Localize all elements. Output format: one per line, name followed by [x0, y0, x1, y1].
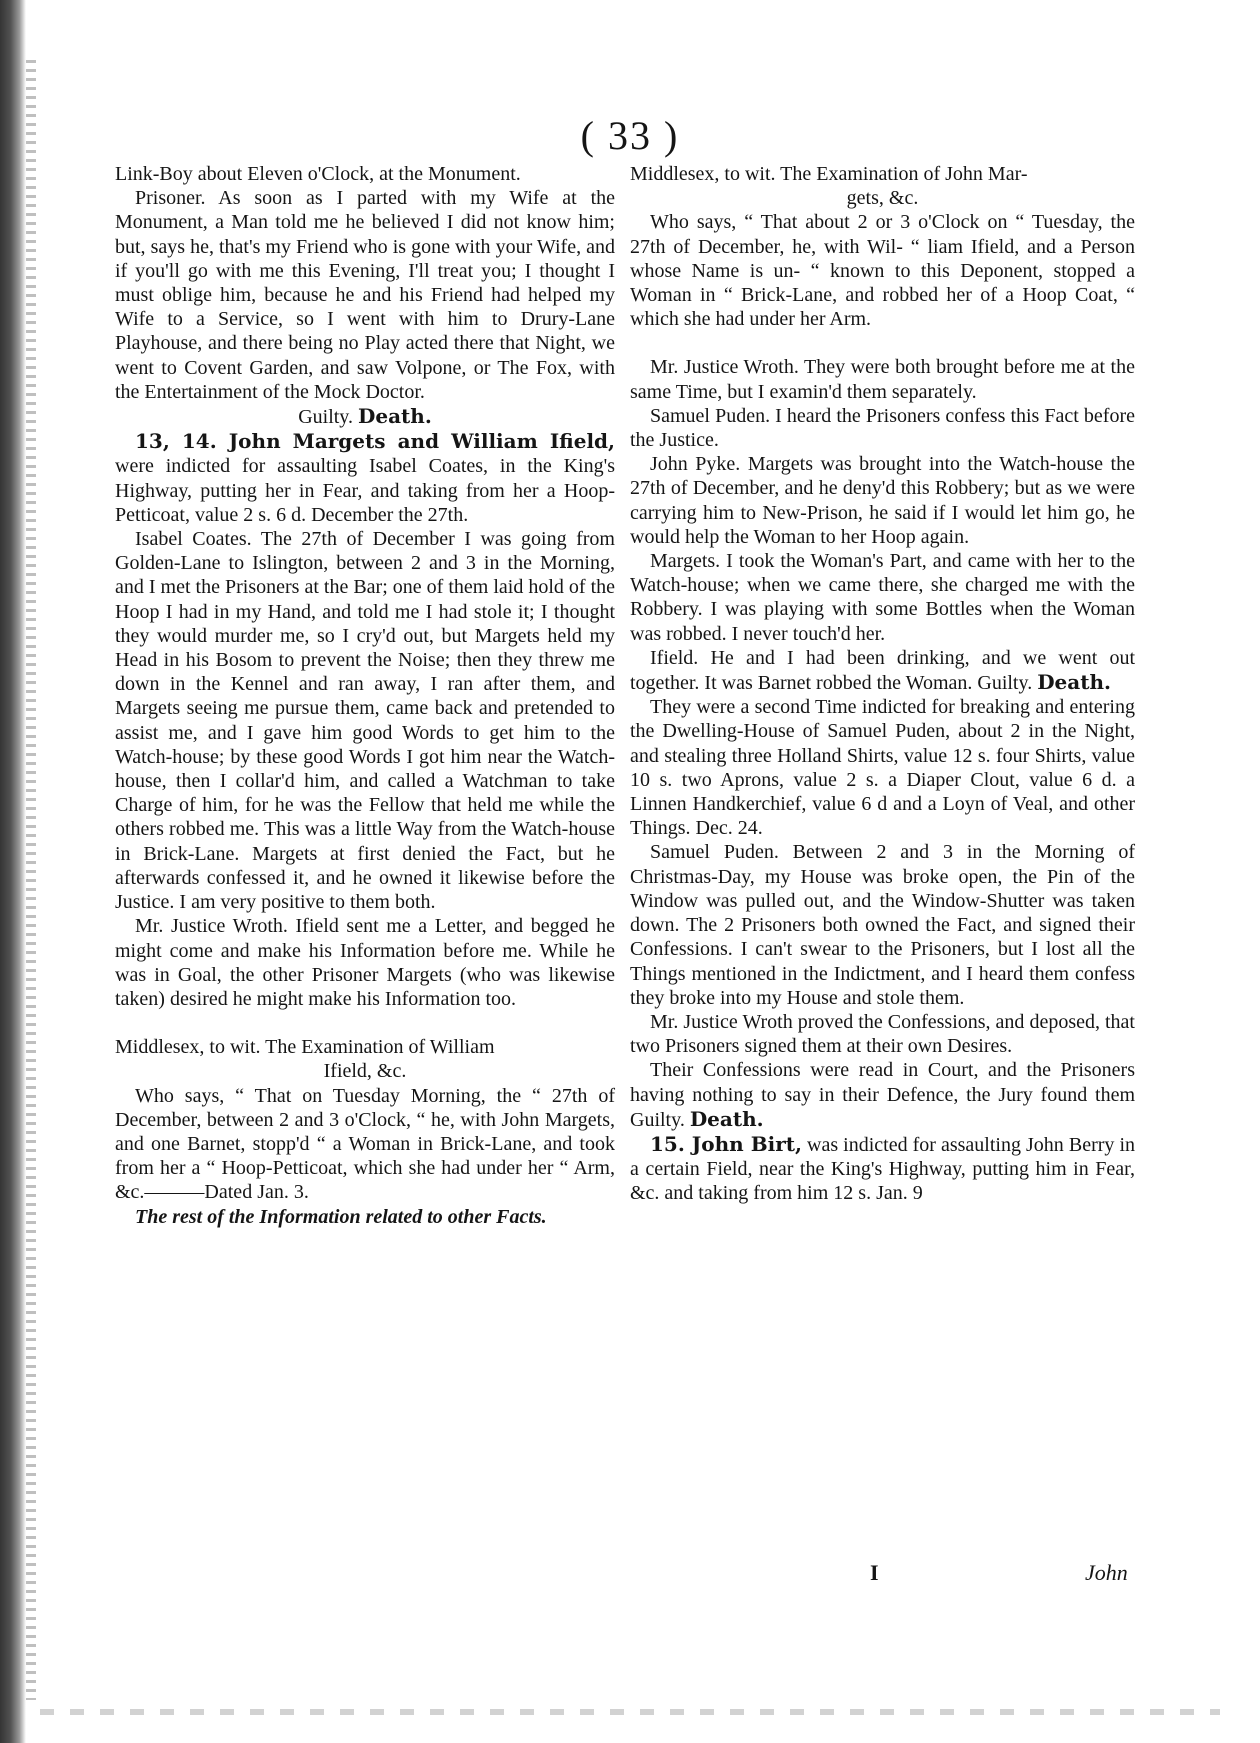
verdict-death: Death. [1037, 670, 1111, 695]
page-number: ( 33 ) [580, 113, 680, 158]
verdict-death: Death. [689, 1106, 764, 1131]
paragraph: Isabel Coates. The 27th of December I was going from Golden-Lane to Islington, between 2 and 3 in the Morning, and I met the Prisoners at the Bar; one of them laid hold of the Hoop I had in my Hand, and told me I had stole it; I thought they would murder me, so I cry'd out, but Margets held my Head in his Bosom to prevent the Noise; then they threw me down in the Kennel and ran away, I ran after them, and Margets seeing me pursue them, came back and pretended to assist me, and I gave him good Words to get him to the Watch-house; by these good Words I got him near the Watch-house, then I collar'd him, and called a Watchman to take Charge of him, for he was the Fellow that held me while the others robbed me. This was a little Way from the Watch-house in Brick-Lane. Margets at first denied the Fact, but he afterwards confessed it, and he owned it likewise before the Justice. I am very positive to them both. [115, 528, 615, 914]
paragraph-text: Their Confessions were read in Court, and the Prisoners having nothing to say in their Defence, the Jury found them Guilty. [630, 1059, 1135, 1131]
indictment-lead: 13, 14. John Margets and William Ifield, [135, 429, 615, 454]
paragraph: Prisoner. As soon as I parted with my Wife at the Monument, a Man told me he believed I did not know him; but, says he, that's my Friend who is gone with your Wife, and if you'll go with me this Evening, I'll treat you; I thought I must oblige him, because he and his Friend had helped my Wife to a Service, so I went with him to Drury-Lane Playhouse, and there being no Play acted there that Night, we went to Covent Garden, and saw Volpone, or The Fox, with the Entertainment of the Mock Doctor. [115, 187, 615, 403]
examination-heading [630, 162, 1135, 210]
paragraph: Who says, “ That on Tuesday Morning, the “ 27th of December, between 2 and 3 o'Clock, “ he, with John Margets, and one Barnet, stopp'd “ a Woman in Brick-Lane, and took from her a “ Hoop-Petticoat, which she had under her “ Arm, &c.———Dated Jan. 3. [115, 1084, 615, 1204]
paragraph: Who says, “ That about 2 or 3 o'Clock on “ Tuesday, the 27th of December, he, with Wil- “ liam Ifield, and a Person whose Name is un- “ known to this Deponent, stopped a Woman in “ Brick-Lane, and robbed her of a Hoop Coat, “ which she had under her Arm. [630, 211, 1135, 331]
indictment-paragraph [630, 1132, 1135, 1206]
paragraph: Link-Boy about Eleven o'Clock, at the Monument. [115, 163, 521, 185]
examination-heading-line1: Middlesex, to wit. The Examination of William [115, 1036, 495, 1059]
paragraph: Margets. I took the Woman's Part, and came with her to the Watch-house; when we came there, she charged me with the Robbery. I was playing with some Bottles when the Woman was robbed. I never touch'd her. [630, 550, 1135, 645]
examination-heading [115, 1035, 615, 1083]
spacer [115, 1011, 615, 1035]
paragraph: Samuel Puden. Between 2 and 3 in the Morning of Christmas-Day, my House was broke open, the Pin of the Window was pulled out, and the Window-Shutter was taken down. The 2 Prisoners both owned the Fact, and signed their Confessions. I can't swear to the Prisoners, but I lost all the Things mentioned in the Indictment, and I heard them confess they broke into my House and stole them. [630, 841, 1135, 1009]
examination-heading-line2: gets, &c. [846, 187, 919, 210]
paragraph: John Pyke. Margets was brought into the Watch-house the 27th of December, and he deny'd this Robbery; but as we were carrying him to New-Prison, he said if I would let him go, he would help the Woman to her Hoop again. [630, 453, 1135, 548]
examination-heading-line2: Ifield, &c. [323, 1060, 407, 1083]
page-spine-shadow [0, 0, 26, 1743]
right-column [630, 162, 1135, 1206]
paragraph [630, 1058, 1135, 1132]
indictment-lead: 15. John Birt, [650, 1131, 802, 1156]
verdict-text: Guilty. [298, 406, 354, 429]
paragraph: Mr. Justice Wroth. Ifield sent me a Letter, and begged he might come and make his Information before me. While he was in Goal, the other Prisoner Margets (who was likewise taken) desired he might make his Information too. [115, 915, 615, 1010]
indictment-paragraph [115, 429, 615, 527]
signature-mark: I [870, 1560, 879, 1585]
indictment-text: was indicted for assaulting John Berry in a certain Field, near the King's Highway, putting him in Fear, &c. and taking from him 12 s. Jan. 9 [630, 1133, 1135, 1205]
page-binding-marks [26, 60, 36, 1700]
page-edge-smudge [40, 1709, 1220, 1715]
paragraph: Samuel Puden. I heard the Prisoners confess this Fact before the Justice. [630, 404, 1135, 452]
paragraph-text: Ifield. He and I had been drinking, and we went out together. It was Barnet robbed the Woman. Guilty. [630, 646, 1135, 695]
paragraph: Mr. Justice Wroth proved the Confessions, and deposed, that two Prisoners signed them at their own Desires. [630, 1010, 1135, 1058]
spacer [630, 331, 1135, 355]
note: The rest of the Information related to other Facts. [135, 1205, 547, 1228]
paragraph [630, 646, 1135, 695]
catchword: John [1085, 1560, 1128, 1585]
indictment-text: were indicted for assaulting Isabel Coates, in the King's Highway, putting her in Fear, and taking from her a Hoop-Petticoat, value 2 s. 6 d. December the 27th. [115, 455, 615, 526]
examination-heading-line1: Middlesex, to wit. The Examination of John Mar- [630, 163, 1028, 185]
verdict [115, 404, 615, 429]
verdict-death: Death. [358, 404, 432, 429]
paragraph: Mr. Justice Wroth. They were both brought before me at the same Time, but I examin'd them separately. [630, 356, 1135, 403]
paragraph: They were a second Time indicted for breaking and entering the Dwelling-House of Samuel Puden, about 2 in the Night, and stealing three Holland Shirts, value 12 s. four Shirts, value 10 s. two Aprons, value 2 s. a Diaper Clout, value 6 d. a Linnen Handkerchief, value 6 d and a Loyn of Veal, and other Things. Dec. 24. [630, 696, 1135, 840]
left-column [115, 162, 615, 1229]
